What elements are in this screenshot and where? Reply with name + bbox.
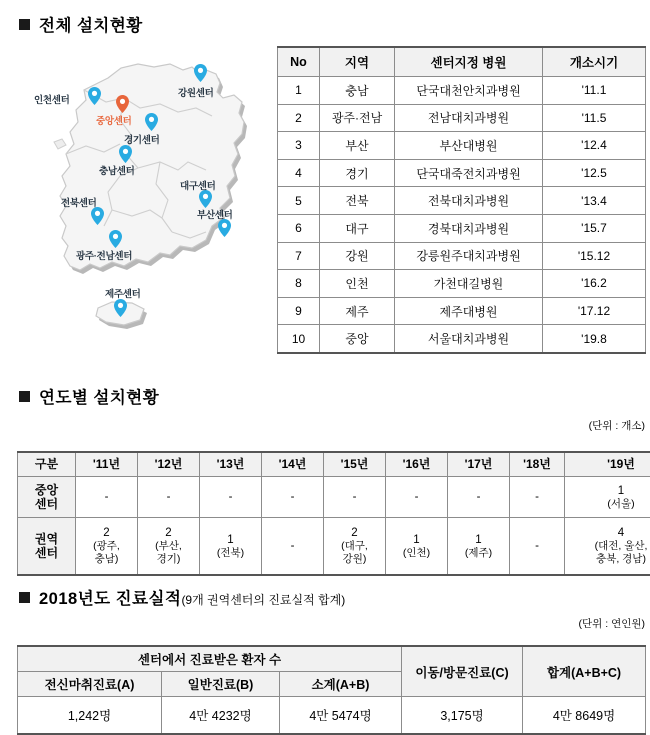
cell-no: 7 — [278, 242, 320, 270]
cell-opendate: '17.12 — [543, 297, 646, 325]
map-label-jungang: 중앙센터 — [96, 113, 132, 127]
cell-regional-16 — [386, 518, 448, 576]
cell-value: - — [262, 539, 323, 553]
col-header-year-11: '11년 — [76, 452, 138, 477]
cell-subvalue-line2: 충남) — [76, 553, 137, 566]
map-pin-busan[interactable] — [218, 219, 231, 237]
cell-no: 5 — [278, 187, 320, 215]
section-heading-by-year — [19, 384, 159, 408]
table-row — [278, 214, 646, 242]
table-header-row — [18, 452, 650, 477]
col-header-year-16: '16년 — [386, 452, 448, 477]
cell-opendate: '13.4 — [543, 187, 646, 215]
cell-subvalue-line1: (광주, — [76, 540, 137, 553]
cell-no: 8 — [278, 270, 320, 298]
cell-opendate: '19.8 — [543, 325, 646, 353]
cell-central-12 — [138, 477, 200, 518]
cell-region: 제주 — [320, 297, 395, 325]
cell-subvalue-line1: (대구, — [324, 540, 385, 553]
col-header-gubun: 구분 — [18, 452, 76, 477]
korea-map — [20, 50, 270, 350]
bullet-square-icon — [19, 391, 30, 402]
row-label-line1: 중앙 — [18, 483, 75, 497]
map-label-gangwon: 강원센터 — [178, 85, 214, 99]
map-label-jeju: 제주센터 — [105, 286, 141, 300]
cell-subvalue-line2: 충북, 경남) — [565, 553, 650, 566]
cell-opendate: '15.12 — [543, 242, 646, 270]
row-label-line2: 센터 — [18, 497, 75, 511]
cell-value: - — [76, 490, 137, 504]
row-label-line2: 센터 — [18, 546, 75, 560]
col-header-year-17: '17년 — [448, 452, 510, 477]
cell-total: 4만 8649명 — [523, 697, 646, 735]
cell-opendate: '12.5 — [543, 159, 646, 187]
table-row — [278, 187, 646, 215]
col-header-year-13: '13년 — [200, 452, 262, 477]
table-row — [278, 132, 646, 160]
map-label-daegu: 대구센터 — [180, 178, 216, 192]
col-header-hospital: 센터지정 병원 — [395, 47, 543, 77]
cell-hospital: 서울대치과병원 — [395, 325, 543, 353]
cell-no: 9 — [278, 297, 320, 325]
centers-table — [277, 46, 646, 354]
cell-no: 6 — [278, 214, 320, 242]
west-islet — [54, 139, 66, 149]
table-row — [278, 242, 646, 270]
cell-value: 2 — [138, 526, 199, 540]
map-pin-gwangju-jeonnam[interactable] — [109, 230, 122, 248]
cell-general-anesthesia: 1,242명 — [18, 697, 162, 735]
table-row — [278, 325, 646, 353]
row-label-central-center — [18, 477, 76, 518]
table-row — [278, 270, 646, 298]
cell-hospital: 단국대죽전치과병원 — [395, 159, 543, 187]
cell-value: 4 — [565, 526, 650, 540]
cell-opendate: '11.1 — [543, 77, 646, 105]
section-title-overall: 전체 설치현황 — [39, 12, 143, 36]
cell-opendate: '16.2 — [543, 270, 646, 298]
col-header-year-14: '14년 — [262, 452, 324, 477]
bullet-square-icon — [19, 592, 30, 603]
cell-regional-19 — [565, 518, 650, 576]
cell-subvalue-line1: (부산, — [138, 540, 199, 553]
cell-value: - — [200, 490, 261, 504]
map-pin-chungnam[interactable] — [119, 145, 132, 163]
map-pin-incheon[interactable] — [88, 87, 101, 105]
table-row — [278, 297, 646, 325]
cell-subtotal: 4만 5474명 — [280, 697, 402, 735]
unit-note-by-year: (단위 : 개소) — [445, 418, 645, 433]
table-header-row — [278, 47, 646, 77]
cell-central-19 — [565, 477, 650, 518]
cell-hospital: 경북대치과병원 — [395, 214, 543, 242]
cell-value: - — [138, 490, 199, 504]
table-header-row-group — [18, 646, 646, 672]
col-header-year-12: '12년 — [138, 452, 200, 477]
cell-subvalue-line1: (제주) — [448, 547, 509, 560]
table-row-central-center — [18, 477, 650, 518]
cell-no: 3 — [278, 132, 320, 160]
col-header-year-19: '19년 — [565, 452, 650, 477]
table-row-regional-center — [18, 518, 650, 576]
cell-regional-14 — [262, 518, 324, 576]
cell-region: 중앙 — [320, 325, 395, 353]
cell-mobile-visit: 3,175명 — [402, 697, 523, 735]
cell-region: 강원 — [320, 242, 395, 270]
section-subtitle-results: (9개 권역센터의 진료실적 합계) — [181, 591, 345, 608]
col-header-year-18: '18년 — [510, 452, 565, 477]
map-label-gwangju-jeonnam: 광주·전남센터 — [76, 248, 132, 262]
cell-value: 1 — [386, 533, 447, 547]
col-header-normal-treatment: 일반진료(B) — [162, 672, 280, 697]
cell-hospital: 단국대천안치과병원 — [395, 77, 543, 105]
col-header-general-anesthesia: 전신마취진료(A) — [18, 672, 162, 697]
cell-value: - — [386, 490, 447, 504]
cell-value: - — [510, 490, 564, 504]
map-pin-jeju[interactable] — [114, 299, 127, 317]
cell-central-16 — [386, 477, 448, 518]
col-header-subtotal: 소계(A+B) — [280, 672, 402, 697]
cell-regional-12 — [138, 518, 200, 576]
cell-subvalue-line1: (인천) — [386, 547, 447, 560]
map-label-gyeonggi: 경기센터 — [124, 132, 160, 146]
section-title-results: 2018년도 진료실적 — [39, 585, 181, 609]
cell-hospital: 강릉원주대치과병원 — [395, 242, 543, 270]
cell-central-14 — [262, 477, 324, 518]
cell-subvalue-line2: 강원) — [324, 553, 385, 566]
cell-no: 2 — [278, 104, 320, 132]
cell-regional-17 — [448, 518, 510, 576]
map-label-busan: 부산센터 — [197, 207, 233, 221]
cell-hospital: 전남대치과병원 — [395, 104, 543, 132]
cell-region: 충남 — [320, 77, 395, 105]
col-header-region: 지역 — [320, 47, 395, 77]
cell-regional-18 — [510, 518, 565, 576]
table-row — [278, 159, 646, 187]
cell-region: 인천 — [320, 270, 395, 298]
cell-value: 1 — [200, 533, 261, 547]
table-row — [278, 77, 646, 105]
cell-value: - — [448, 490, 509, 504]
row-label-regional-center — [18, 518, 76, 576]
cell-subvalue-line1: (대전, 울산, — [565, 540, 650, 553]
cell-no: 4 — [278, 159, 320, 187]
cell-opendate: '15.7 — [543, 214, 646, 242]
row-label-line1: 권역 — [18, 532, 75, 546]
cell-value: 2 — [76, 526, 137, 540]
cell-hospital: 전북대치과병원 — [395, 187, 543, 215]
cell-subvalue-line2: 경기) — [138, 553, 199, 566]
cell-opendate: '12.4 — [543, 132, 646, 160]
cell-value: 1 — [565, 484, 650, 498]
group-header-patients: 센터에서 진료받은 환자 수 — [18, 646, 402, 672]
cell-no: 10 — [278, 325, 320, 353]
cell-regional-11 — [76, 518, 138, 576]
cell-hospital: 부산대병원 — [395, 132, 543, 160]
col-header-mobile-visit: 이동/방문진료(C) — [402, 646, 523, 697]
cell-value: - — [324, 490, 385, 504]
map-pin-jungang[interactable] — [116, 95, 129, 113]
cell-subvalue-line1: (전북) — [200, 547, 261, 560]
col-header-total: 합계(A+B+C) — [523, 646, 646, 697]
cell-hospital: 제주대병원 — [395, 297, 543, 325]
map-pin-daegu[interactable] — [199, 190, 212, 208]
cell-value: 2 — [324, 526, 385, 540]
cell-regional-13 — [200, 518, 262, 576]
cell-central-13 — [200, 477, 262, 518]
map-pin-gyeonggi[interactable] — [145, 113, 158, 131]
map-label-incheon: 인천센터 — [34, 92, 70, 106]
col-header-year-15: '15년 — [324, 452, 386, 477]
cell-value: 1 — [448, 533, 509, 547]
table-row — [18, 697, 646, 735]
cell-value: - — [510, 539, 564, 553]
map-label-jeonbuk: 전북센터 — [61, 195, 97, 209]
cell-value: - — [262, 490, 323, 504]
cell-region: 대구 — [320, 214, 395, 242]
col-header-no: No — [278, 47, 320, 77]
cell-region: 광주·전남 — [320, 104, 395, 132]
cell-region: 경기 — [320, 159, 395, 187]
section-title-by-year: 연도별 설치현황 — [39, 384, 159, 408]
col-header-opendate: 개소시기 — [543, 47, 646, 77]
map-label-chungnam: 충남센터 — [99, 163, 135, 177]
cell-region: 부산 — [320, 132, 395, 160]
section-heading-overall — [19, 12, 143, 36]
cell-normal-treatment: 4만 4232명 — [162, 697, 280, 735]
cell-regional-15 — [324, 518, 386, 576]
results-table — [17, 645, 646, 735]
cell-central-17 — [448, 477, 510, 518]
section-heading-results — [19, 585, 345, 609]
map-pin-jeonbuk[interactable] — [91, 207, 104, 225]
by-year-table — [17, 451, 650, 576]
cell-no: 1 — [278, 77, 320, 105]
cell-central-15 — [324, 477, 386, 518]
cell-central-18 — [510, 477, 565, 518]
cell-subvalue: (서울) — [565, 498, 650, 511]
bullet-square-icon — [19, 19, 30, 30]
cell-region: 전북 — [320, 187, 395, 215]
cell-hospital: 가천대길병원 — [395, 270, 543, 298]
unit-note-results: (단위 : 연인원) — [435, 616, 645, 631]
cell-central-11 — [76, 477, 138, 518]
table-row — [278, 104, 646, 132]
map-pin-gangwon[interactable] — [194, 64, 207, 82]
cell-opendate: '11.5 — [543, 104, 646, 132]
